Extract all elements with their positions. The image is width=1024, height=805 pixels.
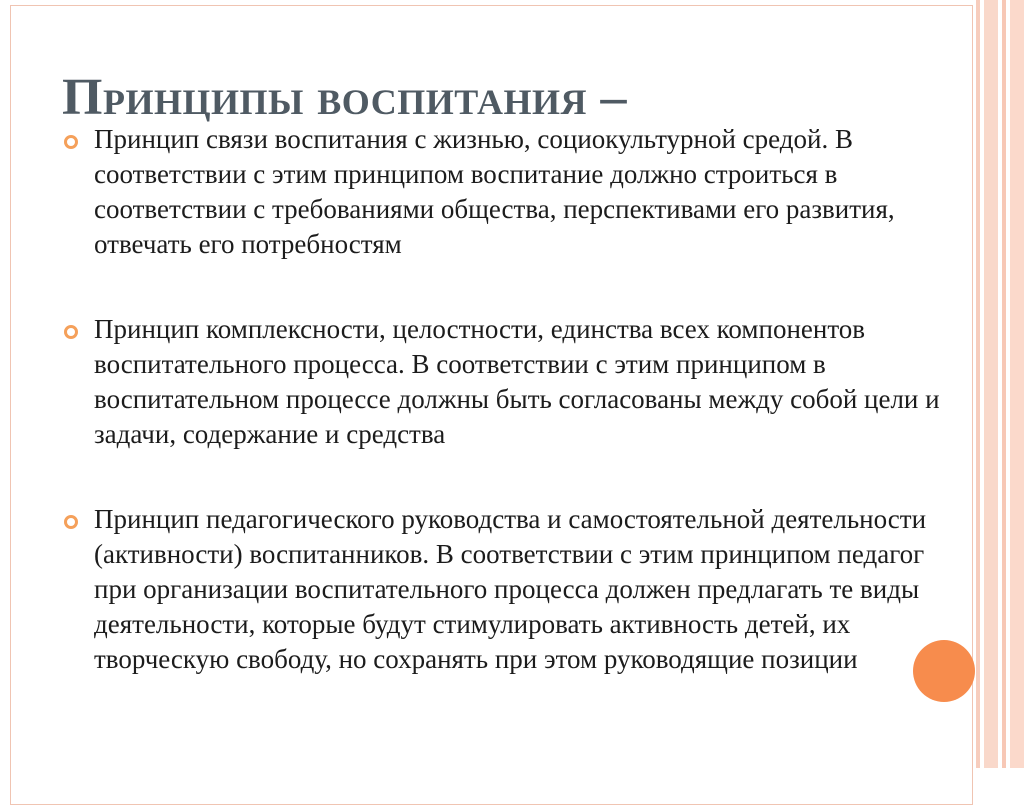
slide-title: Принципы воспитания – — [62, 69, 627, 126]
bullet-item — [62, 312, 962, 452]
decorative-stripes — [976, 0, 1024, 768]
stripe — [984, 0, 998, 768]
bullet-ring-icon — [64, 515, 78, 529]
bullet-ring-icon — [64, 325, 78, 339]
stripe — [1010, 0, 1024, 768]
bullet-text: Принцип комплексности, целостности, единства всех компонентов воспитательного процесса. В соответствии с этим принципом в воспитательном процессе должны быть согласованы между собой цели и задачи, содержание и средства — [94, 314, 940, 449]
bullet-list — [62, 122, 962, 727]
stripe — [1002, 0, 1006, 768]
stripe — [976, 0, 980, 768]
bullet-item — [62, 122, 962, 262]
bullet-item — [62, 502, 962, 677]
bullet-text: Принцип связи воспитания с жизнью, социокультурной средой. В соответствии с этим принципом воспитание должно строиться в соответствии с требованиями общества, перспективами его развития, отвечать его потребностям — [94, 124, 895, 259]
bullet-text: Принцип педагогического руководства и самостоятельной деятельности (активности) воспитанников. В соответствии с этим принципом педагог при организации воспитательного процесса должен предлагать те виды деятельности, которые будут стимулировать активность детей, их творческую свободу, но сохранять при этом руководящие позиции — [94, 504, 927, 674]
bullet-ring-icon — [64, 135, 78, 149]
decorative-circle — [913, 640, 975, 702]
